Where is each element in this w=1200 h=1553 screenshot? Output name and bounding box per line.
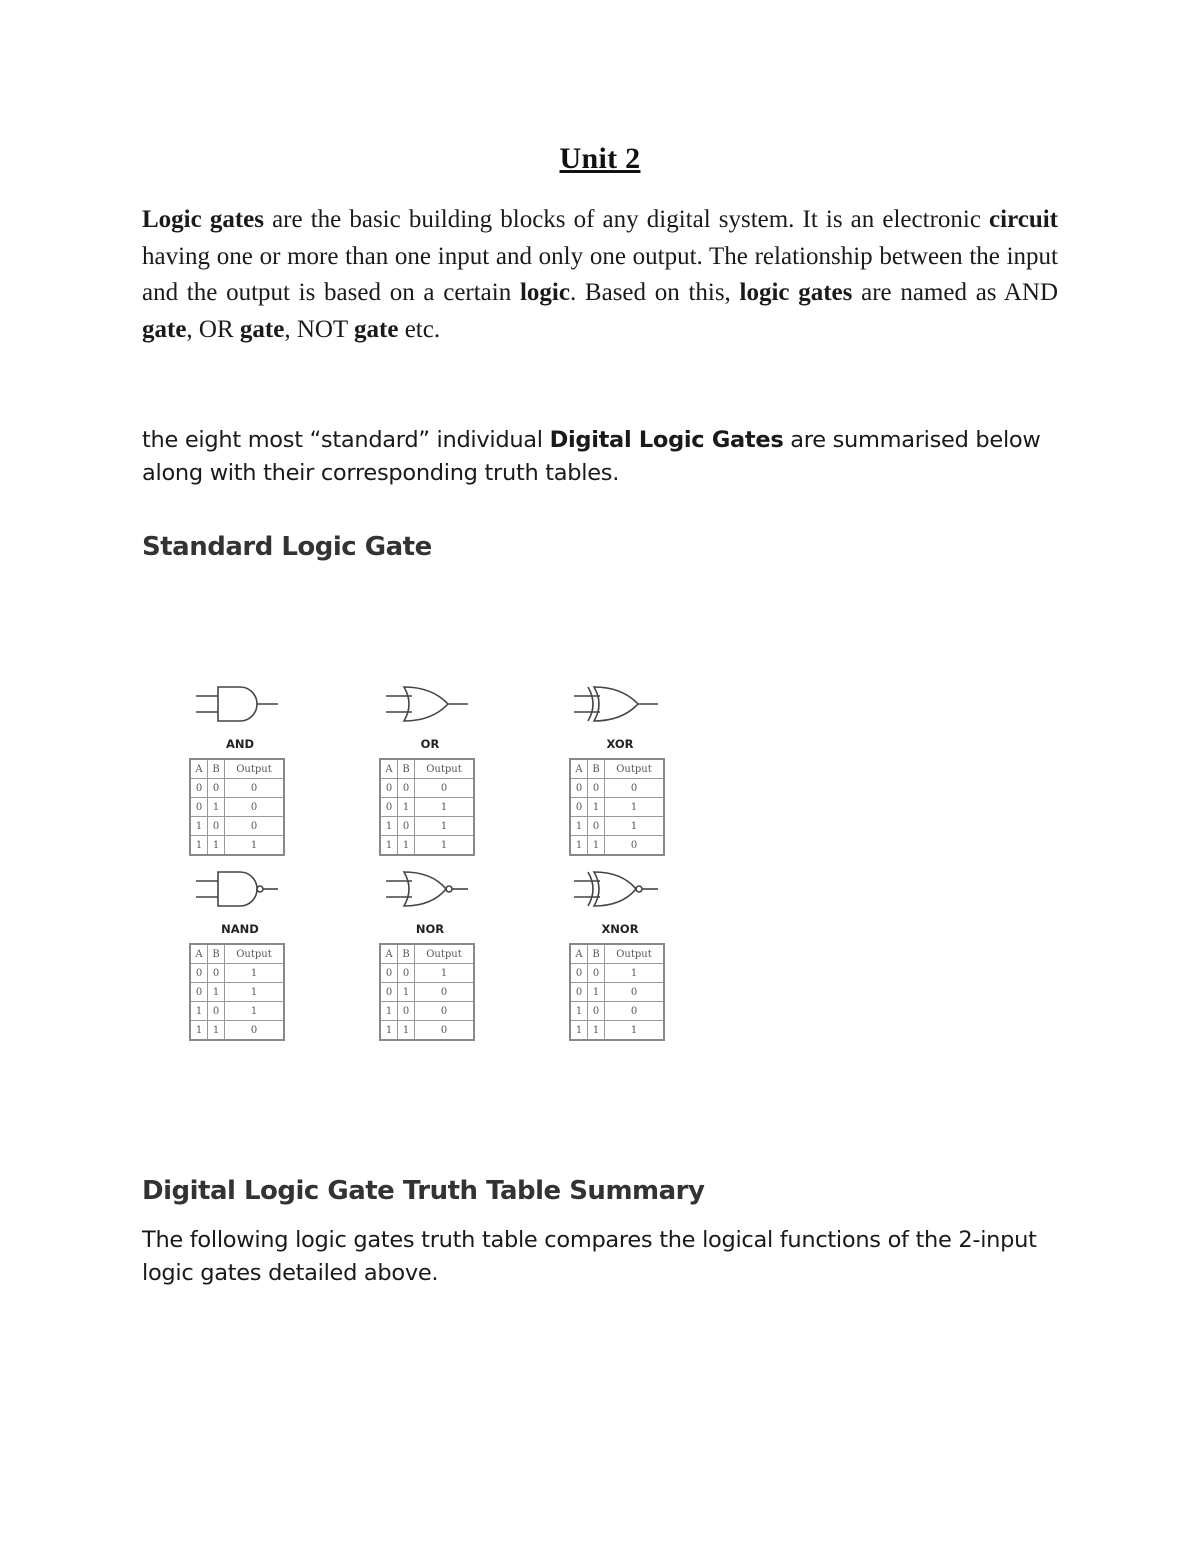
table-cell: 0 [570, 983, 588, 1002]
table-cell: 0 [605, 983, 665, 1002]
table-header-cell: Output [415, 759, 475, 779]
table-cell: 0 [605, 836, 665, 856]
table-header-row [380, 759, 474, 779]
table-row [570, 1021, 664, 1041]
table-header-row [570, 944, 664, 964]
section-heading-standard: Standard Logic Gate [142, 532, 432, 562]
table-cell: 1 [415, 964, 475, 983]
intro-bold-term: Logic gates [142, 206, 264, 233]
table-header-cell: A [570, 759, 588, 779]
table-cell: 1 [588, 1021, 605, 1041]
table-header-cell: Output [225, 944, 285, 964]
table-row [380, 1002, 474, 1021]
table-row [380, 836, 474, 856]
summary-text: the eight most “standard” individual [142, 427, 550, 453]
table-cell: 0 [190, 798, 208, 817]
table-cell: 1 [190, 836, 208, 856]
table-row [380, 798, 474, 817]
table-cell: 0 [380, 779, 398, 798]
table-cell: 0 [208, 964, 225, 983]
intro-bold-term: logic gates [739, 279, 853, 306]
table-cell: 0 [605, 779, 665, 798]
truth-table-nand [189, 943, 285, 1041]
table-header-cell: A [190, 759, 208, 779]
gate-name-nand: NAND [221, 922, 259, 936]
intro-text: are the basic building blocks of any digital system. It is an electronic [263, 206, 990, 233]
table-cell: 0 [415, 779, 475, 798]
table-header-cell: Output [415, 944, 475, 964]
nand-gate-icon [190, 867, 280, 911]
table-cell: 1 [190, 1002, 208, 1021]
table-cell: 1 [398, 1021, 415, 1041]
table-cell: 0 [190, 779, 208, 798]
table-header-cell: Output [225, 759, 285, 779]
table-row [570, 798, 664, 817]
table-cell: 0 [415, 1021, 475, 1041]
gate-cell-xor [560, 682, 670, 862]
intro-bold-term: gate [354, 315, 399, 343]
table-cell: 1 [605, 964, 665, 983]
gate-name-and: AND [225, 737, 255, 751]
intro-text: . Based on this, [569, 279, 740, 306]
intro-text: , NOT [284, 315, 355, 343]
summary-paragraph [142, 424, 1072, 490]
table-header-cell: B [398, 944, 415, 964]
table-row [380, 983, 474, 1002]
intro-text: etc. [398, 315, 441, 343]
table-cell: 1 [208, 836, 225, 856]
truth-table-xor [569, 758, 665, 856]
summary-bold-term: Digital Logic Gates [549, 427, 784, 453]
table-cell: 1 [190, 1021, 208, 1041]
table-row [190, 836, 284, 856]
gate-cell-xnor [560, 867, 670, 1047]
table-header-cell: A [380, 944, 398, 964]
table-header-cell: A [380, 759, 398, 779]
table-header-row [190, 759, 284, 779]
truth-table-xnor [569, 943, 665, 1041]
table-cell: 1 [225, 1002, 285, 1021]
table-cell: 0 [415, 1002, 475, 1021]
intro-bold-term: gate [142, 315, 187, 343]
table-cell: 0 [398, 964, 415, 983]
table-header-cell: Output [605, 944, 665, 964]
table-header-cell: A [190, 944, 208, 964]
gate-name-xnor: XNOR [601, 922, 639, 936]
table-row [190, 779, 284, 798]
intro-text: having one or more than one input and only one output. The relationship between the input and the output is based on a certain [142, 242, 1058, 306]
table-cell: 0 [380, 798, 398, 817]
table-header-row [380, 944, 474, 964]
table-cell: 1 [380, 817, 398, 836]
table-cell: 1 [225, 964, 285, 983]
table-cell: 1 [225, 836, 285, 856]
table-cell: 1 [398, 983, 415, 1002]
gate-name-or: OR [420, 737, 440, 751]
gate-cell-or [370, 682, 480, 862]
nor-gate-icon [380, 867, 470, 911]
table-cell: 1 [588, 836, 605, 856]
intro-text: are named as AND [852, 279, 1059, 306]
intro-bold-term: circuit [989, 206, 1059, 233]
table-cell: 0 [588, 1002, 605, 1021]
table-cell: 0 [225, 1021, 285, 1041]
truth-table-or [379, 758, 475, 856]
table-header-cell: B [588, 759, 605, 779]
table-cell: 1 [380, 1021, 398, 1041]
table-cell: 1 [570, 836, 588, 856]
table-cell: 1 [588, 798, 605, 817]
intro-bold-term: logic [519, 279, 570, 306]
and-gate-icon [190, 682, 280, 726]
table-cell: 0 [570, 798, 588, 817]
table-cell: 1 [570, 817, 588, 836]
table-cell: 0 [398, 779, 415, 798]
table-header-cell: B [398, 759, 415, 779]
table-cell: 0 [605, 1002, 665, 1021]
table-row [190, 983, 284, 1002]
intro-paragraph [142, 202, 1058, 348]
table-cell: 0 [225, 798, 285, 817]
xnor-gate-icon [570, 867, 660, 911]
truth-table-nor [379, 943, 475, 1041]
gate-name-nor: NOR [415, 922, 445, 936]
table-row [190, 817, 284, 836]
table-cell: 1 [415, 798, 475, 817]
truth-table-and [189, 758, 285, 856]
table-cell: 0 [190, 983, 208, 1002]
intro-text: , OR [186, 315, 240, 343]
table-row [570, 779, 664, 798]
table-cell: 1 [398, 798, 415, 817]
table-header-row [570, 759, 664, 779]
logic-gates-figure [180, 682, 680, 1052]
table-cell: 1 [380, 836, 398, 856]
table-cell: 1 [605, 798, 665, 817]
table-row [380, 964, 474, 983]
table-cell: 0 [208, 817, 225, 836]
table-row [570, 1002, 664, 1021]
table-cell: 1 [208, 983, 225, 1002]
table-row [380, 1021, 474, 1041]
gate-cell-nand [180, 867, 290, 1047]
gate-cell-nor [370, 867, 480, 1047]
table-cell: 0 [208, 779, 225, 798]
gate-name-xor: XOR [606, 737, 634, 751]
table-row [380, 779, 474, 798]
table-header-cell: B [208, 759, 225, 779]
table-row [570, 964, 664, 983]
table-cell: 0 [225, 817, 285, 836]
table-cell: 1 [225, 983, 285, 1002]
table-cell: 1 [605, 817, 665, 836]
table-cell: 0 [588, 817, 605, 836]
table-header-row [190, 944, 284, 964]
table-row [190, 1002, 284, 1021]
or-gate-icon [380, 682, 470, 726]
table-cell: 1 [208, 798, 225, 817]
table-row [570, 817, 664, 836]
table-cell: 1 [415, 836, 475, 856]
table-cell: 0 [208, 1002, 225, 1021]
summary-text: are summarised below along with their corresponding truth tables. [142, 427, 1041, 486]
table-cell: 0 [588, 964, 605, 983]
table-header-cell: B [588, 944, 605, 964]
table-row [570, 983, 664, 1002]
table-cell: 0 [398, 1002, 415, 1021]
table-cell: 1 [380, 1002, 398, 1021]
table-cell: 0 [570, 964, 588, 983]
table-cell: 1 [208, 1021, 225, 1041]
table-row [570, 836, 664, 856]
table-header-cell: B [208, 944, 225, 964]
table-cell: 1 [190, 817, 208, 836]
intro-bold-term: gate [239, 315, 285, 343]
table-cell: 0 [588, 779, 605, 798]
table-cell: 1 [570, 1002, 588, 1021]
table-cell: 0 [380, 964, 398, 983]
table-cell: 0 [380, 983, 398, 1002]
table-cell: 0 [190, 964, 208, 983]
table-cell: 1 [398, 836, 415, 856]
table-row [190, 964, 284, 983]
gate-cell-and [180, 682, 290, 862]
table-cell: 0 [225, 779, 285, 798]
table-cell: 1 [415, 817, 475, 836]
xor-gate-icon [570, 682, 660, 726]
table-header-cell: Output [605, 759, 665, 779]
closing-paragraph: The following logic gates truth table compares the logical functions of the 2-input logic gates detailed above. [142, 1227, 1037, 1286]
table-row [190, 798, 284, 817]
table-cell: 1 [588, 983, 605, 1002]
table-row [190, 1021, 284, 1041]
table-cell: 1 [605, 1021, 665, 1041]
table-cell: 0 [570, 779, 588, 798]
page-title: Unit 2 [559, 142, 641, 175]
table-cell: 0 [398, 817, 415, 836]
table-header-cell: A [570, 944, 588, 964]
table-cell: 0 [415, 983, 475, 1002]
table-row [380, 817, 474, 836]
table-cell: 1 [570, 1021, 588, 1041]
section-heading-summary: Digital Logic Gate Truth Table Summary [142, 1176, 705, 1206]
